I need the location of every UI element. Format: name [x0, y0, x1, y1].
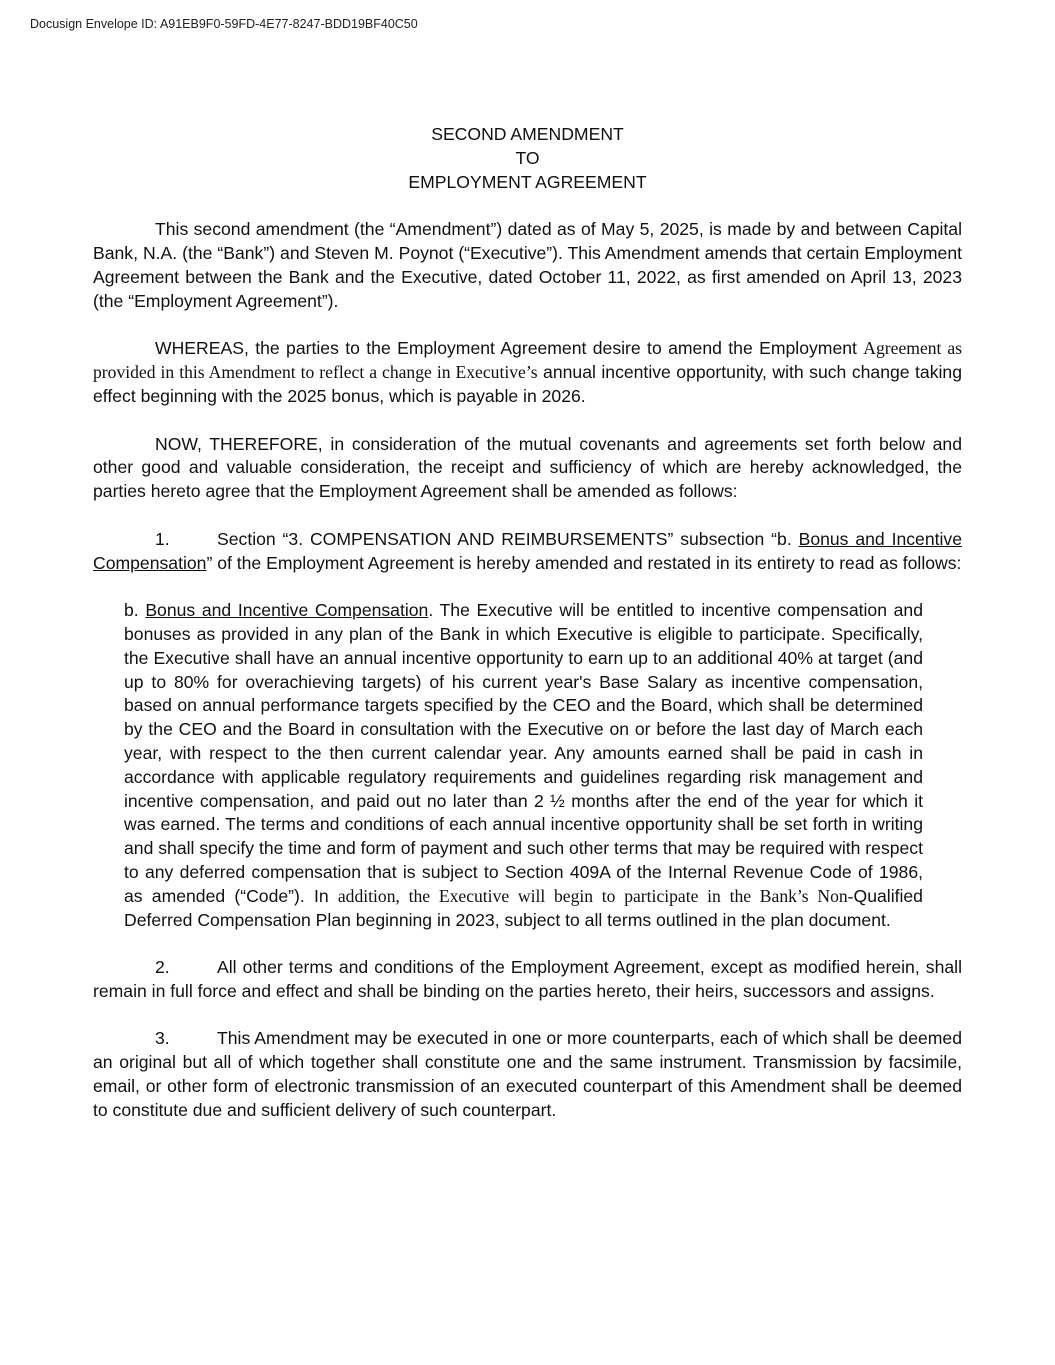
docusign-envelope-id: Docusign Envelope ID: A91EB9F0-59FD-4E77-8247-BDD19BF40C50	[30, 17, 418, 31]
section-1-number: 1.	[155, 528, 170, 549]
now-therefore-paragraph: NOW, THEREFORE, in consideration of the mutual covenants and agreements set forth below and other good and valuable consideration, the receipt and sufficiency of which are hereby acknowledged, the parties hereto agree that the Employment Agreement shall be amended as follows:	[93, 433, 962, 502]
title-line-3: EMPLOYMENT AGREEMENT	[408, 171, 647, 192]
intro-paragraph: This second amendment (the “Amendment”) dated as of May 5, 2025, is made by and between Capital Bank, N.A. (the “Bank”) and Steven M. Poynot (“Executive”). This Amendment amends that certain Employment Agreement between the Bank and the Executive, dated October 11, 2022, as first amended on April 13, 2023 (the “Employment Agreement”).	[93, 219, 962, 311]
amendment-document	[93, 123, 962, 1146]
section-1-underlined-heading: Bonus and Incentive Compensation	[93, 528, 962, 573]
section-3-number: 3.	[155, 1028, 170, 1049]
quoted-prefix: b.	[124, 600, 146, 621]
whereas-rest: annual incentive opportunity, with such change taking effect beginning with the 2025 bonus, which is payable in 2026.	[93, 362, 962, 406]
title-line-1: SECOND AMENDMENT	[431, 124, 624, 144]
section-1-pre: Section “3. COMPENSATION AND REIMBURSEMENTS” subsection “b.	[217, 528, 799, 549]
section-1-post: ” of the Employment Agreement is hereby amended and restated in its entirety to read as follows:	[206, 552, 962, 573]
section-3-text: This Amendment may be executed in one or more counterparts, each of which shall be deemed an original but all of which together shall constitute one and the same instrument. Transmission by facsimile, email, or other form of electronic transmission of an executed counterpart of this Amendment shall be deemed to constitute due and sufficient delivery of such counterpart.	[93, 1028, 962, 1120]
quoted-serif-text: addition, the Executive will begin to participate in the Bank’s Non-	[337, 885, 854, 906]
section-2-text: All other terms and conditions of the Employment Agreement, except as modified herein, shall remain in full force and effect and shall be binding on the parties hereto, their heirs, successors and assigns.	[93, 957, 962, 1001]
whereas-serif-text: Agreement as provided in this Amendment to reflect a change in Executive’s	[93, 338, 962, 383]
quoted-body: . The Executive will be entitled to incentive compensation and bonuses as provided in any plan of the Bank in which Executive is eligible to participate. Specifically, the Executive shall have an annual incentive opportunity to earn up to an additional 40% at target (and up to 80% for overachieving targets) of his current year's Base Salary as incentive compensation, based on annual performance targets specified by the CEO and the Board, which shall be determined by the CEO and the Board in consultation with the Executive on or before the last day of March each year, with respect to the then current calendar year. Any amounts earned shall be paid in cash in accordance with applicable regulatory requirements and guidelines regarding risk management and incentive compensation, and paid out no later than 2 ½ months after the end of the year for which it was earned. The terms and conditions of each annual incentive opportunity shall be set forth in writing and shall specify the time and form of payment and such other terms that may be required with respect to any deferred compensation that is subject to Section 409A of the Internal Revenue Code of 1986, as amended (“Code”). In	[124, 600, 923, 906]
whereas-lead: WHEREAS, the parties to the Employment Agreement desire to amend the Employment	[155, 338, 864, 359]
document-title	[93, 123, 962, 194]
quoted-bonus-section	[124, 599, 923, 932]
section-2-number: 2.	[155, 957, 170, 978]
section-3-paragraph	[93, 1027, 962, 1122]
title-line-2: TO	[515, 147, 540, 168]
whereas-paragraph	[93, 337, 962, 408]
quoted-tail: Qualified Deferred Compensation Plan beginning in 2023, subject to all terms outlined in the plan document.	[124, 885, 923, 930]
section-1-paragraph	[93, 528, 962, 576]
section-2-paragraph	[93, 956, 962, 1004]
quoted-underlined-heading: Bonus and Incentive Compensation	[145, 600, 429, 621]
